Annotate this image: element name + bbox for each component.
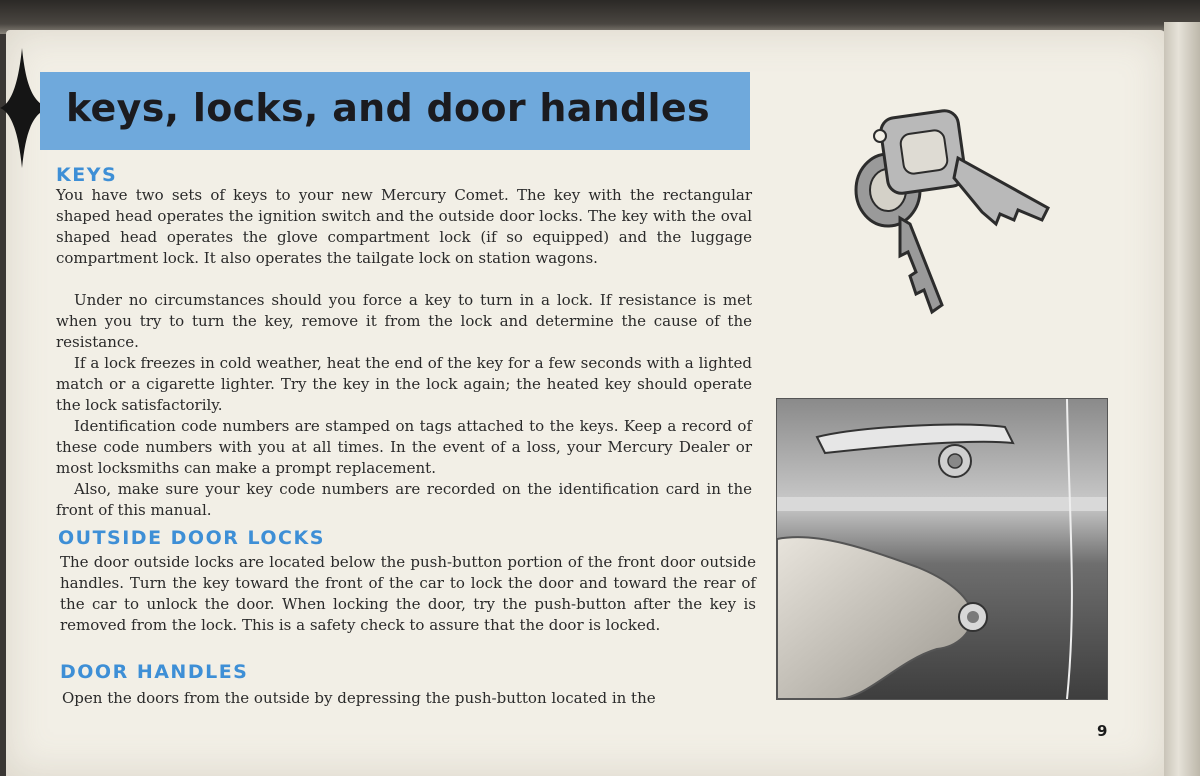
keys-paragraph-2: Under no circumstances should you force a key to turn in a lock. If resistance is met when you try to turn the key, remove it from the lock and determine the cause of the resistance. (56, 291, 752, 351)
scan-top-edge (0, 0, 1200, 34)
page-title: keys, locks, and door handles (66, 86, 710, 130)
keys-paragraph-4: Identification code numbers are stamped on tags attached to the keys. Keep a record of these code numbers with you at all times. In the event of a loss, your Mercury Dealer or most locksmiths can make a prompt replacement. (56, 417, 752, 477)
outside-door-locks-heading: OUTSIDE DOOR LOCKS (58, 527, 325, 549)
page-stack-edge (1164, 22, 1200, 776)
keys-paragraph-3: If a lock freezes in cold weather, heat the end of the key for a few seconds with a lighted match or a cigarette lighter. Try the key in the lock again; the heated key should operate the lock satisfactorily. (56, 354, 752, 414)
door-handles-paragraph: Open the doors from the outside by depressing the push-button located in the (62, 689, 656, 707)
keys-paragraph-1: You have two sets of keys to your new Mercury Comet. The key with the rectangular shaped head operates the ignition switch and the outside door locks. The key with the oval shaped head operates the glove compartment lock (if so equipped) and the luggage compartment lock. It also operates the tailgate lock on station wagons. (56, 186, 752, 267)
page-number: 9 (1097, 722, 1108, 740)
outside-door-locks-paragraph: The door outside locks are located below the push-button portion of the front door outside handles. Turn the key toward the front of the car to lock the door and toward the rear of the car to unlock the door. When locking the door, try the push-button after the key is removed from the lock. This is a safety check to assure that the door is locked. (60, 553, 756, 634)
door-handle-photo (776, 398, 1108, 700)
keys-paragraph-5: Also, make sure your key code numbers are recorded on the identification card in the front of this manual. (56, 480, 752, 519)
keys-illustration-icon (850, 100, 1060, 315)
door-handles-heading: DOOR HANDLES (60, 661, 249, 683)
keys-heading: KEYS (56, 164, 118, 186)
